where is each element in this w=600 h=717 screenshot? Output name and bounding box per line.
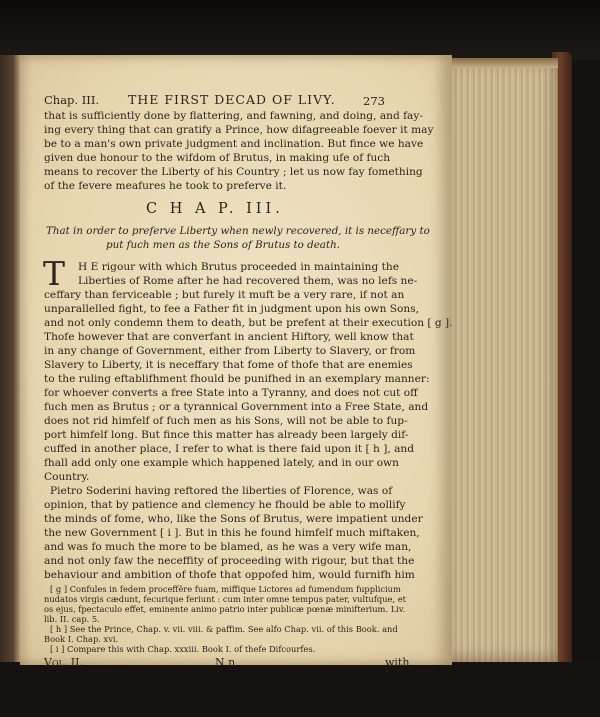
footnote-line: [ i ] Compare this with Chap. xxxiii. Book I. of thefe Difcourfes. (50, 644, 316, 654)
paragraph-line: Pietro Soderini having reftored the liberties of Florence, was of (50, 485, 393, 497)
paragraph-line: the minds of fome, who, like the Sons of Brutus, were impatient under (44, 513, 423, 525)
opening-line: ing every thing that can gratify a Prince, how difagreeable foever it may (44, 124, 434, 136)
paragraph-line: fuch men as Brutus ; or a tyrannical Government into a Free State, and (44, 401, 429, 413)
chapter-subtitle: put fuch men as the Sons of Brutus to death. (106, 239, 340, 251)
footnote-line: nudatos virgis cædunt, fecurique feriunt : cum inter omne tempus pater, vultufque, et (44, 594, 406, 604)
paragraph-line: cuffed in another place, I refer to what is there faid upon it [ h ], and (44, 443, 415, 455)
opening-line: means to recover the Liberty of his Country ; let us now fay fomething (44, 166, 423, 178)
paragraph-line: fhall add only one example which happened lately, and in our own (44, 457, 399, 469)
footnote-line: [ g ] Confules in fedem proceffêre fuam, miffique Lictores ad fumendum fupplicium (50, 584, 401, 594)
paragraph-line: and was fo much the more to be blamed, as he was a very wife man, (44, 541, 412, 553)
paragraph-line: behaviour and ambition of thofe that oppofed him, would furnifh him (44, 569, 415, 581)
second-line: Liberties of Rome after he had recovered them, was no lefs ne- (78, 275, 418, 287)
running-title: THE FIRST DECAD OF LIVY. (128, 92, 336, 107)
page-fore-edge (442, 58, 558, 662)
paragraph-line: does not rid himfelf of fuch men as his Sons, will not be able to fup- (44, 415, 408, 427)
paragraph-line: in any change of Government, either from Liberty to Slavery, or from (44, 345, 416, 357)
paragraph-line: the new Government [ i ]. But in this he found himfelf much miftaken, (44, 527, 420, 539)
paragraph-line: Thofe however that are converfant in ancient Hiftory, well know that (44, 331, 414, 343)
page-number: 273 (363, 94, 385, 108)
chapter-subtitle: That in order to preferve Liberty when newly recovered, it is neceffary to (46, 225, 430, 237)
dark-background-top (0, 0, 600, 60)
paragraph-line: Country. (44, 471, 90, 483)
opening-line: of the fevere meafures he took to preferve it. (44, 180, 287, 192)
signature-mark: N n (215, 656, 236, 669)
paragraph-line: port himfelf long. But fince this matter has already been largely dif- (44, 429, 409, 441)
chapter-label: Chap. III. (44, 93, 100, 107)
opening-line: that is sufficiently done by flattering, and fawning, and doing, and fay- (44, 110, 423, 122)
paragraph-line: to the ruling eftablifhment fhould be punifhed in an exemplary manner: (44, 373, 430, 385)
paragraph-line: Slavery to Liberty, it is neceffary that fome of thofe that are enemies (44, 359, 413, 371)
opening-line: be to a man's own private judgment and inclination. But fince we have (44, 138, 424, 150)
catchword: with (385, 656, 410, 669)
paragraph-line: and not only condemn them to death, but be prefent at their execution [ g ]. (44, 317, 453, 329)
paragraph-line: and not only faw the neceffity of proceeding with rigour, but that the (44, 555, 415, 567)
footnote-line: os ejus, fpectaculo effet, eminente animo patrio inter publicæ pœnæ minifterium. Liv. (44, 604, 406, 614)
chapter-heading: C H A P. III. (146, 201, 284, 217)
paragraph-line: for whoever converts a free State into a Tyranny, and does not cut off (44, 387, 418, 399)
drop-cap: T (43, 254, 66, 293)
paragraph-line: unparallelled fight, to fee a Father fit in judgment upon his own Sons, (44, 303, 420, 315)
footnote-line: lib. II. cap. 5. (44, 614, 100, 624)
opening-line: given due honour to the wifdom of Brutus, in making ufe of fuch (44, 152, 391, 164)
paragraph-line: opinion, that by patience and clemency he fhould be able to mollify (44, 499, 406, 511)
dark-background-bottom (0, 662, 600, 717)
first-line: H E rigour with which Brutus proceeded in maintaining the (78, 261, 399, 273)
volume-label: Vol. II. (44, 656, 83, 669)
footnote-line: [ h ] See the Prince, Chap. v. vii. viii. & paffim. See alfo Chap. vii. of this Book. and (50, 624, 398, 634)
footnote-line: Book I. Chap. xvi. (44, 634, 119, 644)
left-book-edge (0, 55, 22, 665)
paragraph-line: ceffary than ferviceable ; but furely it muft be a very rare, if not an (44, 289, 405, 301)
